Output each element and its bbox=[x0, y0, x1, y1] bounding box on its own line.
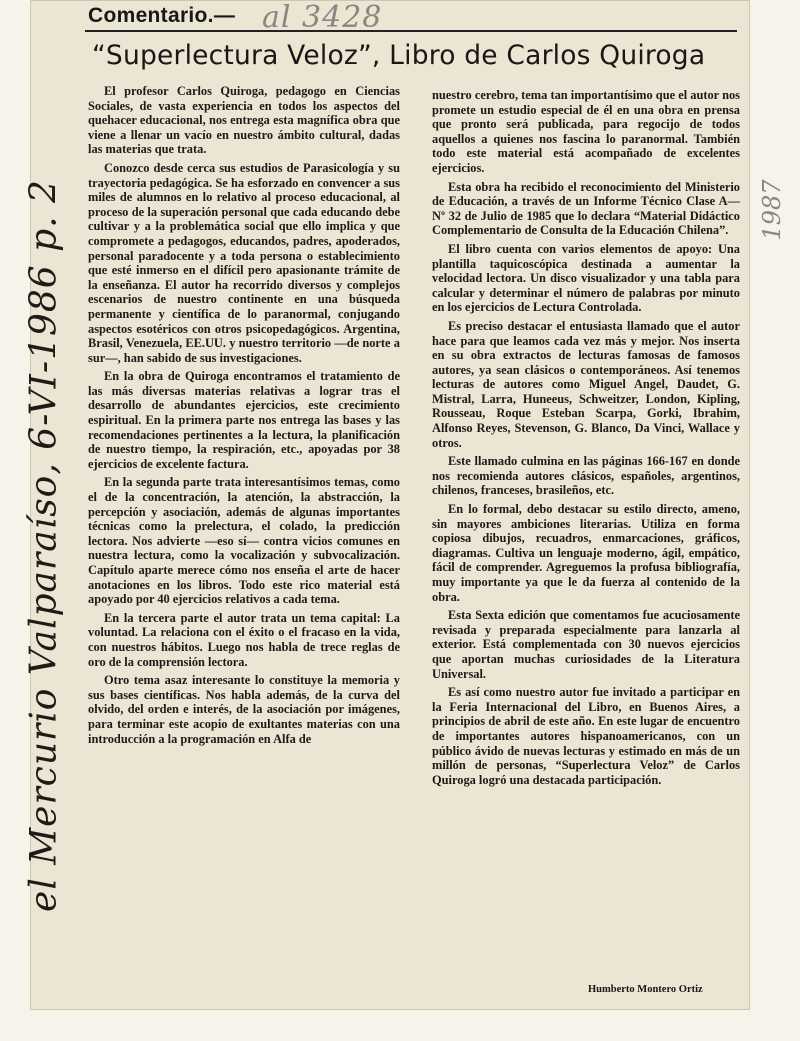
paragraph: Esta obra ha recibido el reconocimiento del Ministerio de Educación, a través de un Informe Técnico Clase A—Nº 32 de Julio de 1985 que lo declara “Material Didáctico Complementario de Consulta de la Educación Chilena”. bbox=[432, 179, 740, 238]
paragraph: En la tercera parte el autor trata un tema capital: La voluntad. La relaciona con el éxito o el fracaso en la vida, con nuestros hábitos. Luego nos habla de trece reglas de oro de la comprensión lectora. bbox=[88, 610, 400, 669]
author-signature: Humberto Montero Ortiz bbox=[588, 984, 703, 995]
paragraph: Es así como nuestro autor fue invitado a participar en la Feria Internacional del Libro, en Buenos Aires, a principios de abril de este año. En este lugar de encuentro de importantes autores hispanoamericanos, con un público ávido de nuevas lecturas y estimado en más de un millón de personas, “Superlectura Veloz” de Carlos Quiroga logró una destacada participación. bbox=[432, 685, 740, 787]
article-left-column bbox=[88, 84, 400, 750]
handwritten-side-note: 1987 bbox=[758, 179, 786, 241]
paragraph: En la obra de Quiroga encontramos el tratamiento de las más diversas materias relativas a lograr tras el desarrollo de abundantes ejercicios, este crecimiento espiritual. En la primera parte nos entrega las bases y las recomendaciones pertinentes a la lectura, la planificación de nuestro tiempo, la respiración, etc., apoyadas por 38 ejercicios de excelente factura. bbox=[88, 369, 400, 471]
section-label: Comentario.— bbox=[88, 4, 236, 27]
paragraph: Otro tema asaz interesante lo constituye la memoria y sus bases científicas. Nos habla además, de la curva del olvido, del orden e interés, de la asociación por imágenes, para terminar este acopio de exultantes materias con una introducción a la programación en Alfa de bbox=[88, 673, 400, 746]
article-headline: “Superlectura Veloz”, Libro de Carlos Quiroga bbox=[92, 40, 706, 71]
paragraph: Conozco desde cerca sus estudios de Parasicología y su trayectoria pedagógica. Se ha esforzado en convencer a sus miles de alumnos en lo relativo al proceso educacional, al proceso de la superación personal que cada educando debe cultivar y a la problemática social que ello implica y que compromete a pedagogos, educandos, padres, apoderados, personal paradocente y a toda persona o establecimiento que esté inmerso en el difícil pero apasionante trámite de la enseñanza. El autor ha recorrido diversos y complejos escenarios de nuestro continente en una búsqueda permanente y científica de lo paranormal, conjugando aspectos esotéricos con otros psicopedagógicos. Argentina, Brasil, Venezuela, EE.UU. y nuestro territorio —de norte a sur—, han sabido de sus investigaciones. bbox=[88, 160, 400, 365]
paragraph: El libro cuenta con varios elementos de apoyo: Una plantilla taquicoscópica destinada a aumentar la velocidad lectora. Un disco visualizador y una tabla para calcular y determinar el número de palabras por minuto en los ejercicios de Lectura Controlada. bbox=[432, 241, 740, 315]
paragraph: Esta Sexta edición que comentamos fue acuciosamente revisada y preparada especialmente para lanzarla al exterior. Está complementada con 30 nuevos ejercicios que aportan muchas curiosidades de la Literatura Universal. bbox=[432, 608, 740, 681]
paragraph: Es preciso destacar el entusiasta llamado que el autor hace para que leamos cada vez más y mejor. Nos inserta en su obra extractos de lecturas famosas de famosos autores, ya sean clásicos o contemporáneos. Así tenemos lecturas de autores como Miguel Angel, Daudet, G. Mistral, Larra, Huneeus, Schweitzer, London, Kipling, Rousseau, Roque Esteban Scarpa, Gorki, Ibrahim, Alfonso Reyes, Stevenson, G. Blanco, Da Vinci, Wallace y otros. bbox=[432, 318, 740, 450]
paragraph: El profesor Carlos Quiroga, pedagogo en Ciencias Sociales, de vasta experiencia en todos los aspectos del quehacer educacional, nos entrega esta magnífica obra que viene a llenar un vacío en nuestro ámbito cultural, dadas las materias que trata. bbox=[88, 84, 400, 157]
paragraph: En lo formal, debo destacar su estilo directo, ameno, sin mayores ambiciones literarias. Utiliza en forma copiosa dibujos, recuadros, enmarcaciones, gráficos, diagramas. Cultiva un lenguaje moderno, ágil, empático, fácil de comprender. Agreguemos la profusa bibliografía, muy importante ya que le da fuerza al contenido de la obra. bbox=[432, 502, 740, 604]
article-right-column bbox=[432, 88, 740, 791]
paragraph: En la segunda parte trata interesantísimos temas, como el de la concentración, la atención, la abstracción, la percepción y asociación, además de algunas importantes técnicas como la prelectura, el colado, la predicción lectora. Nos advierte —eso sí— contra vicios comunes en nuestra lectura, como la vocalización y subvocalización. Capítulo aparte merece cómo nos enseña el arte de hacer anotaciones en los libros. Todo este rico material está apoyado por 40 ejercicios relativos a cada tema. bbox=[88, 475, 400, 607]
paragraph: nuestro cerebro, tema tan importantísimo que el autor nos promete un estudio especial de él en una obra en prensa que pronto será publicada, para regocijo de todos aquellos a quienes nos fascina lo paranormal. También todo este material está acompañado de excelentes ejercicios. bbox=[432, 88, 740, 175]
paragraph: Este llamado culmina en las páginas 166-167 en donde nos recomienda autores clásicos, españoles, argentinos, chilenos, franceses, brasileños, etc. bbox=[432, 454, 740, 498]
archive-number: al 3428 bbox=[262, 0, 383, 35]
section-rule bbox=[85, 30, 737, 32]
handwritten-source-note: el Mercurio Valparaíso, 6-VI-1986 p. 2 bbox=[23, 179, 65, 912]
